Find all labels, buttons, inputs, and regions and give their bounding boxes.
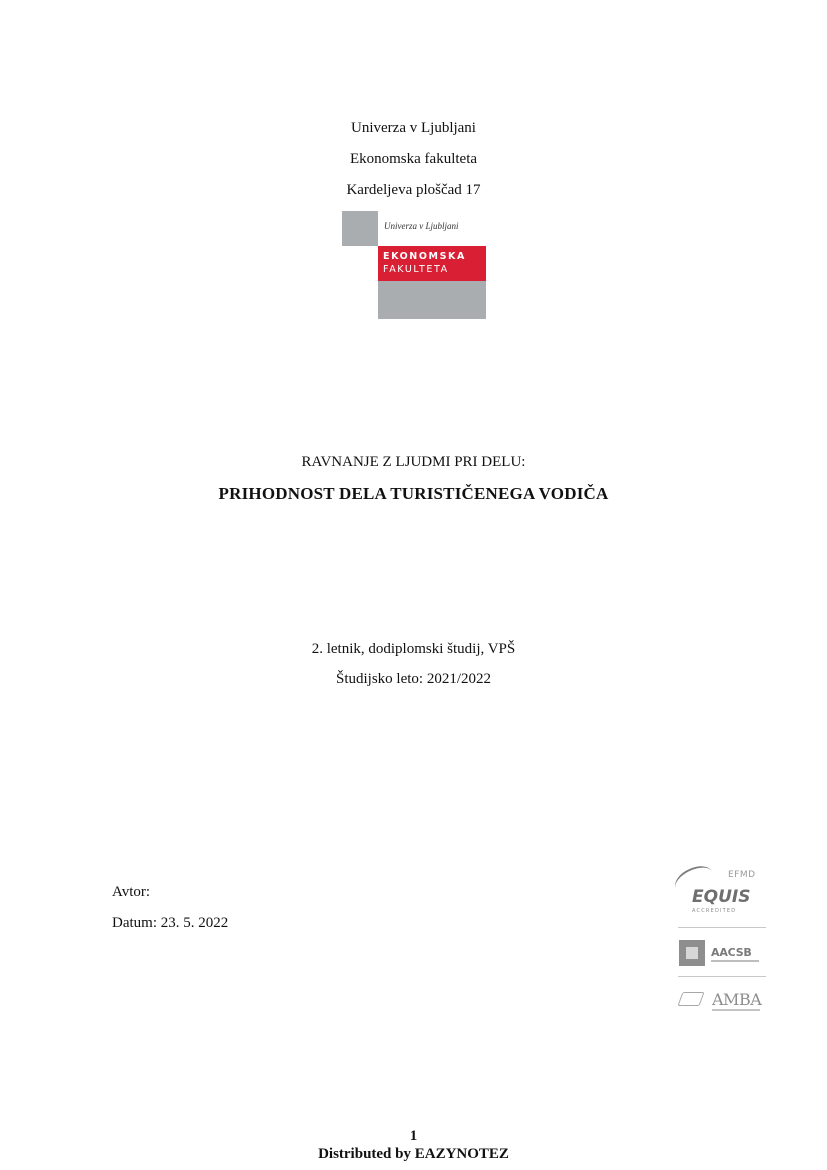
accreditation-divider: [678, 976, 766, 977]
logo-university-text: Univerza v Ljubljani: [384, 221, 459, 231]
aacsb-logo: [670, 938, 770, 970]
author-label: Avtor:: [112, 884, 151, 900]
equis-org-text: EFMD: [728, 870, 756, 880]
page-number: 1: [409, 1128, 418, 1144]
study-year: Študijsko leto: 2021/2022: [335, 671, 491, 687]
study-info: 2. letnik, dodiplomski študij, VPŠ: [311, 641, 516, 657]
document-subject: RAVNANJE Z LJUDMI PRI DELU:: [301, 454, 526, 470]
logo-red-block: [378, 246, 486, 281]
amba-diamond-icon: [677, 992, 704, 1006]
aacsb-sub-line: [711, 960, 759, 962]
equis-sub-text: ACCREDITED: [692, 908, 737, 914]
faculty-name: Ekonomska fakulteta: [349, 151, 478, 167]
logo-text-fakulteta: FAKULTETA: [383, 264, 449, 275]
equis-logo: [670, 858, 770, 920]
document-date: Datum: 23. 5. 2022: [112, 915, 229, 931]
aacsb-emblem-icon: [679, 940, 705, 966]
faculty-logo: [342, 211, 487, 319]
amba-name-text: AMBA: [712, 990, 762, 1009]
faculty-address: Kardeljeva ploščad 17: [346, 182, 481, 198]
logo-gray-block: [378, 281, 486, 319]
logo-gray-square: [342, 211, 378, 246]
aacsb-name-text: AACSB: [711, 946, 752, 959]
distributed-by: Distributed by EAZYNOTEZ: [318, 1146, 509, 1162]
amba-sub-line: [712, 1009, 760, 1011]
document-title: PRIHODNOST DELA TURISTIČENEGA VODIČA: [218, 484, 609, 503]
accreditation-logos: [670, 858, 770, 1018]
equis-name-text: EQUIS: [692, 887, 751, 907]
accreditation-divider: [678, 927, 766, 928]
university-name: Univerza v Ljubljani: [351, 120, 476, 136]
amba-logo: [670, 984, 770, 1016]
logo-text-ekonomska: EKONOMSKA: [383, 251, 466, 262]
